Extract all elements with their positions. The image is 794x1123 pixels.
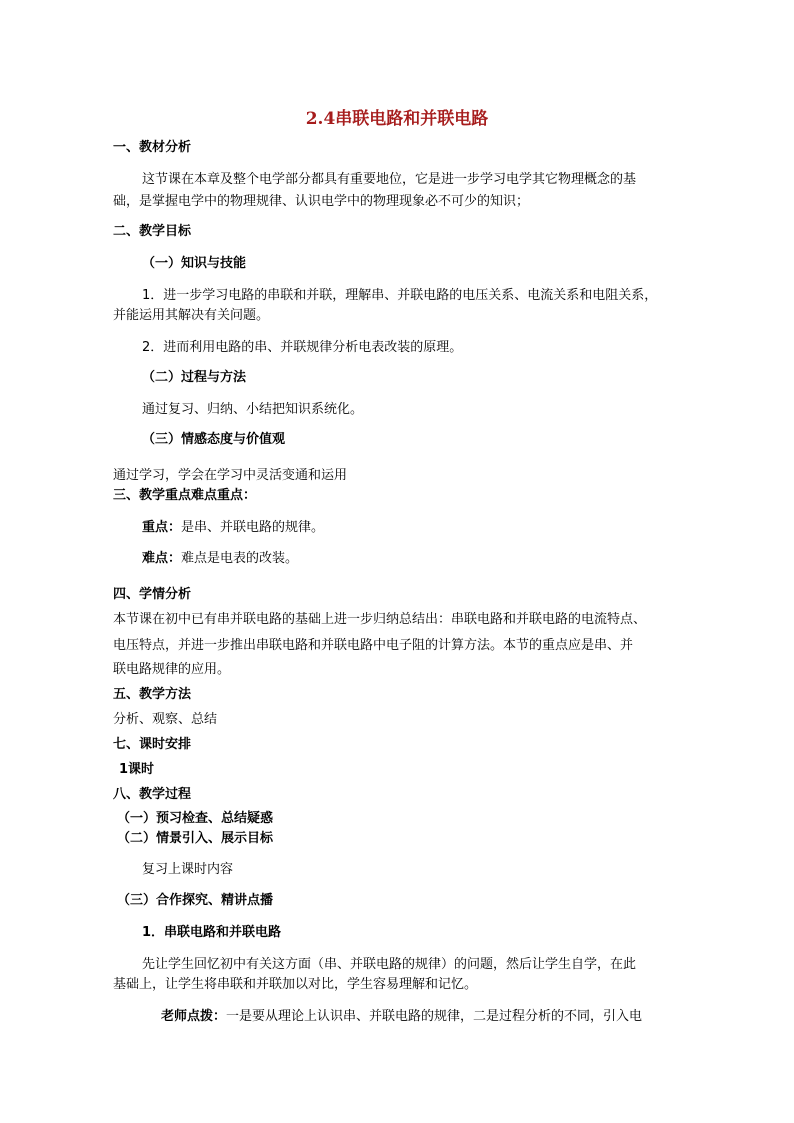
key-point-line bbox=[142, 520, 324, 536]
difficult-point-text: 难点是电表的改装。 bbox=[181, 551, 299, 566]
paragraph-line: 复习上课时内容 bbox=[142, 862, 234, 877]
difficult-point-line bbox=[142, 551, 298, 567]
paragraph-line: 电压特点，并进一步推出串联电路和并联电路中电子阻的计算方法。本节的重点应是串、并 bbox=[113, 638, 634, 653]
paragraph-line: 这节课在本章及整个电学部分都具有重要地位，它是进一步学习电学其它物理概念的基 bbox=[142, 172, 637, 187]
paragraph-line: 通过学习，学会在学习中灵活变通和运用 bbox=[113, 468, 348, 483]
paragraph-line: 通过复习、归纳、小结把知识系统化。 bbox=[142, 402, 364, 417]
section-heading-teaching-method: 五、教学方法 bbox=[113, 687, 192, 702]
subheading-cooperative-exploration: （三）合作探究、精讲点播 bbox=[117, 893, 274, 908]
paragraph-line: 础，是掌握电学中的物理规律、认识电学中的物理现象必不可少的知识； bbox=[113, 194, 530, 209]
teacher-tip-label: 老师点拨： bbox=[161, 1009, 227, 1024]
difficult-point-label: 难点： bbox=[142, 551, 182, 566]
subheading-knowledge-skills: （一）知识与技能 bbox=[142, 256, 247, 271]
section-heading-student-analysis: 四、学情分析 bbox=[113, 587, 192, 602]
paragraph-line: 基础上，让学生将串联和并联加以对比，学生容易理解和记忆。 bbox=[113, 977, 478, 992]
goal-item-1: 1．进一步学习电路的串联和并联，理解串、并联电路的电压关系、电流关系和电阻关系， bbox=[142, 288, 658, 303]
paragraph-line: 分析、观察、总结 bbox=[113, 712, 218, 727]
goal-item-2: 2．进而利用电路的串、并联规律分析电表改装的原理。 bbox=[142, 340, 463, 355]
page-title: 2.4串联电路和并联电路 bbox=[305, 109, 489, 129]
section-heading-textbook-analysis: 一、教材分析 bbox=[113, 140, 192, 155]
class-hours: 1课时 bbox=[119, 762, 155, 777]
process-item-1: 1．串联电路和并联电路 bbox=[142, 925, 282, 940]
key-point-label: 重点： bbox=[142, 520, 182, 535]
section-heading-teaching-goals: 二、教学目标 bbox=[113, 224, 192, 239]
paragraph-line: 先让学生回忆初中有关这方面（串、并联电路的规律）的问题，然后让学生自学，在此 bbox=[142, 957, 637, 972]
teacher-tip-line bbox=[161, 1009, 642, 1025]
section-heading-teaching-process: 八、教学过程 bbox=[113, 787, 192, 802]
subheading-process-method: （二）过程与方法 bbox=[142, 370, 247, 385]
goal-item-1-continued: 并能运用其解决有关问题。 bbox=[113, 308, 270, 323]
section-heading-class-schedule: 七、课时安排 bbox=[113, 737, 192, 752]
subheading-scenario-intro: （二）情景引入、展示目标 bbox=[117, 831, 274, 846]
subheading-emotion-values: （三）情感态度与价值观 bbox=[142, 432, 286, 447]
paragraph-line: 本节课在初中已有串并联电路的基础上进一步归纳总结出：串联电路和并联电路的电流特点、 bbox=[113, 612, 647, 627]
section-heading-key-difficult-points: 三、教学重点难点重点： bbox=[113, 488, 257, 503]
key-point-text: 是串、并联电路的规律。 bbox=[181, 520, 325, 535]
subheading-preview-check: （一）预习检查、总结疑惑 bbox=[117, 811, 274, 826]
teacher-tip-text: 一是要从理论上认识串、并联电路的规律，二是过程分析的不同，引入电 bbox=[226, 1009, 643, 1024]
paragraph-line: 联电路规律的应用。 bbox=[113, 662, 231, 677]
